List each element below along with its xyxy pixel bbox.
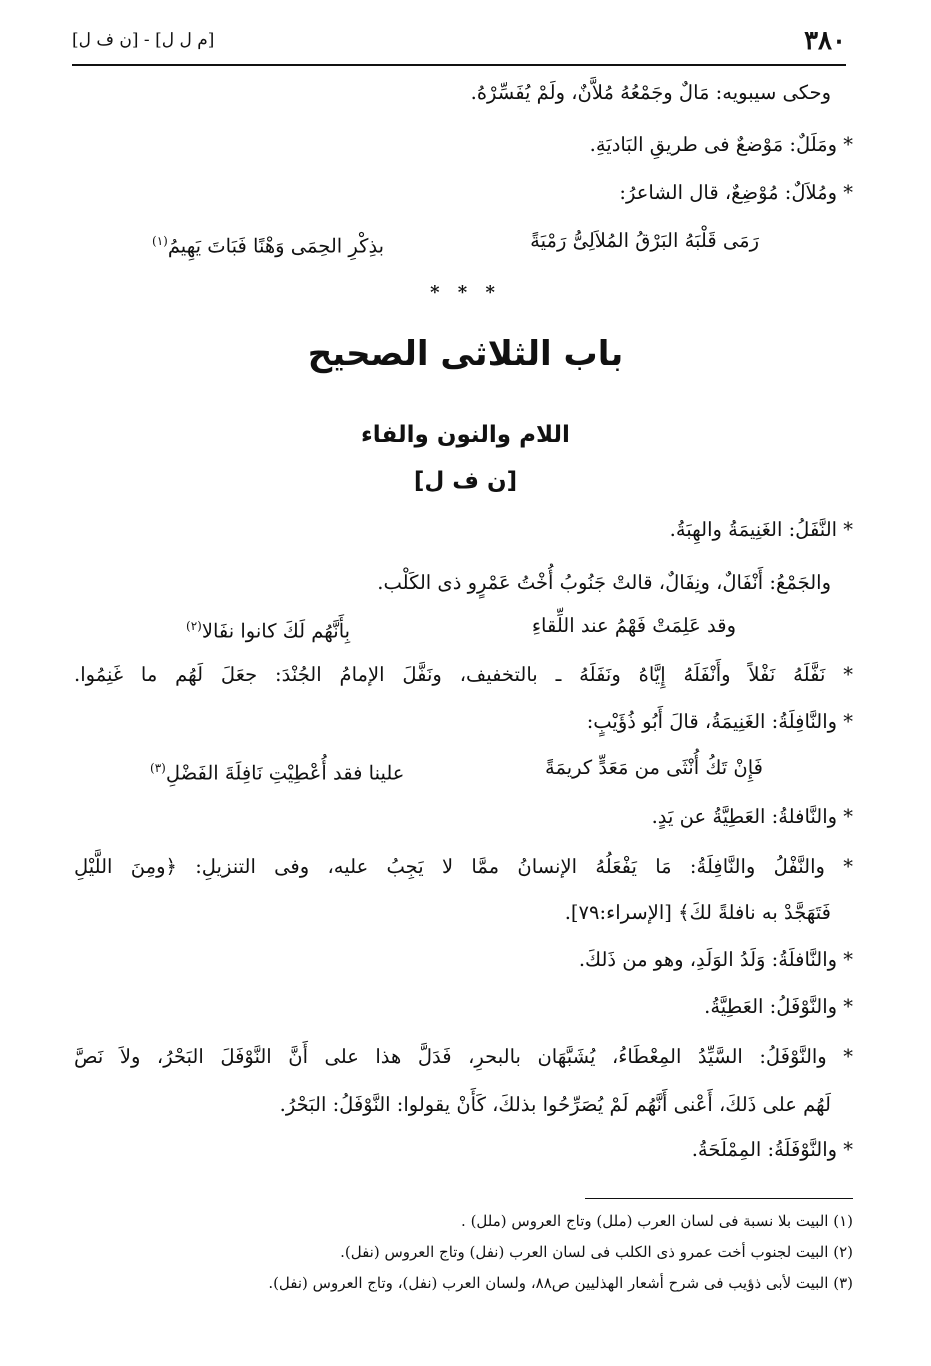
verse-1 (0, 225, 931, 257)
footnote-text: البيت بلا نسبة فى لسان العرب (ملل) وتاج العروس (ملل) . (461, 1212, 829, 1230)
text-line: * والنَّافِلَةُ: الغَنِيمَةُ، قالَ أَبُو ذُؤَيْبٍ: (586, 710, 853, 733)
text-line: والجَمْعُ: أَنْفَالٌ، ونِفَالٌ، قالتْ جَنُوبُ أُخْتُ عَمْرٍو ذى الكَلْب. (377, 571, 831, 594)
verse-hemistich: فَإِنْ تَكُ أُنْثَى من مَعَدٍّ كريمَةً (545, 756, 763, 779)
verse-text: بِأَنَّهُم لَكَ كانوا نفَالا (201, 619, 351, 643)
chapter-title: باب الثلاثى الصحيح (307, 334, 624, 374)
footnote-text: البيت لجنوب أخت عمرو ذى الكلب فى لسان العرب (نفل) وتاج العروس (نفل). (340, 1243, 829, 1261)
text-line: فَتَهَجَّدْ به نافلةً لكَ﴾ [الإسراء:٧٩]. (564, 901, 831, 924)
text-line: * نَفَّلَهُ نَفْلاً وأَنْفَلَهُ إِيَّاهُ ونَفَلَهُ ـ بالتخفيف، ونَفَّلَ الإمامُ الجُنْدَ: جعَلَ لَهُم ما غَنِمُوا. (74, 663, 853, 686)
footnote-text: البيت لأبى ذؤيب فى شرح أشعار الهذليين ص٨٨، ولسان العرب (نفل)، وتاج العروس (نفل). (268, 1274, 829, 1292)
footnote-ref: (١) (152, 234, 168, 248)
verse-text: علينا فقد أُعْطِيْتِ نَافِلَةَ الفَضْلِ (165, 761, 405, 785)
footnote-ref: (٢) (186, 619, 202, 633)
footnote-number: (١) (833, 1212, 853, 1230)
footnote-rule (585, 1198, 853, 1199)
page-header (72, 26, 846, 62)
verse-hemistich (186, 610, 350, 648)
text-line: وحكى سيبويه: مَالٌ وجَمْعُهُ مُلاَّنٌ، ولَمْ يُفَسِّرْهُ. (470, 81, 831, 104)
text-line: * والنَّافلَةُ: وَلَدُ الوَلَدِ، وهو من ذَلكَ. (578, 948, 853, 971)
text-line: * والنَّافلةُ: العَطِيَّةُ عن يَدٍ. (651, 805, 853, 828)
verse-hemistich: وقد عَلِمَتْ فَهْمُ عند اللِّقاءِ (531, 614, 736, 637)
footnote-ref: (٣) (150, 761, 166, 775)
page-number: ٣٨٠ (804, 26, 846, 56)
section-title: اللام والنون والفاء (361, 422, 570, 448)
verse-2 (0, 610, 931, 642)
running-head: [م ل ل] - [ن ف ل] (72, 30, 215, 50)
verse-text: بذِكْرِ الحِمَى وَهْنًا فَبَاتَ يَهِيمُ (167, 234, 385, 258)
root-heading: [ن ف ل] (413, 468, 518, 494)
verse-hemistich (152, 225, 384, 263)
text-line: * والنَّوْفَلُ: العَطِيَّةُ. (704, 995, 853, 1018)
verse-hemistich (150, 752, 404, 790)
footnote (340, 1241, 853, 1263)
text-line: لَهُم على ذَلكَ، أَعْنى أَنَّهُم لَمْ يُصَرِّحُوا بذلكَ، كَأَنْ يقولوا: النَّوْفَلُ: البَحْرُ. (279, 1093, 831, 1116)
text-line: * والنَّفْلُ والنَّافِلَةُ: مَا يَفْعَلُهُ الإنسانُ ممَّا لا يَجِبُ عليه، وفى التنزيلِ: ﴿ومِنَ اللَّيْلِ (74, 855, 853, 878)
footnote (268, 1272, 853, 1294)
verse-3 (0, 752, 931, 784)
footnote (461, 1210, 853, 1232)
text-line: * والنَّوْفَلَةُ: المِمْلَحَةُ. (691, 1138, 853, 1161)
footnote-number: (٢) (833, 1243, 853, 1261)
section-separator: * * * (430, 282, 501, 303)
footnote-number: (٣) (833, 1274, 853, 1292)
text-line: * النَّفَلُ: الغَنِيمَةُ والهِبَةُ. (669, 518, 853, 541)
text-line: * والنَّوْفَلُ: السَّيِّدُ المِعْطَاءُ، يُشَبَّهَان بالبحرِ، فَدَلَّ هذا على أَنَّ النَّوْفَلَ البَحْرُ، ولاَ نَصَّ (74, 1045, 854, 1068)
verse-hemistich: رَمَى قَلْبَهُ البَرْقُ المُلاَلِىُّ رَمْيَةً (530, 229, 759, 252)
text-line: * ومَلَلٌ: مَوْضعٌ فى طريقِ البَاديَةِ. (589, 133, 853, 156)
header-rule (72, 64, 846, 66)
text-line: * ومُلاَلٌ: مُوْضِعٌ، قال الشاعرُ: (619, 181, 853, 204)
